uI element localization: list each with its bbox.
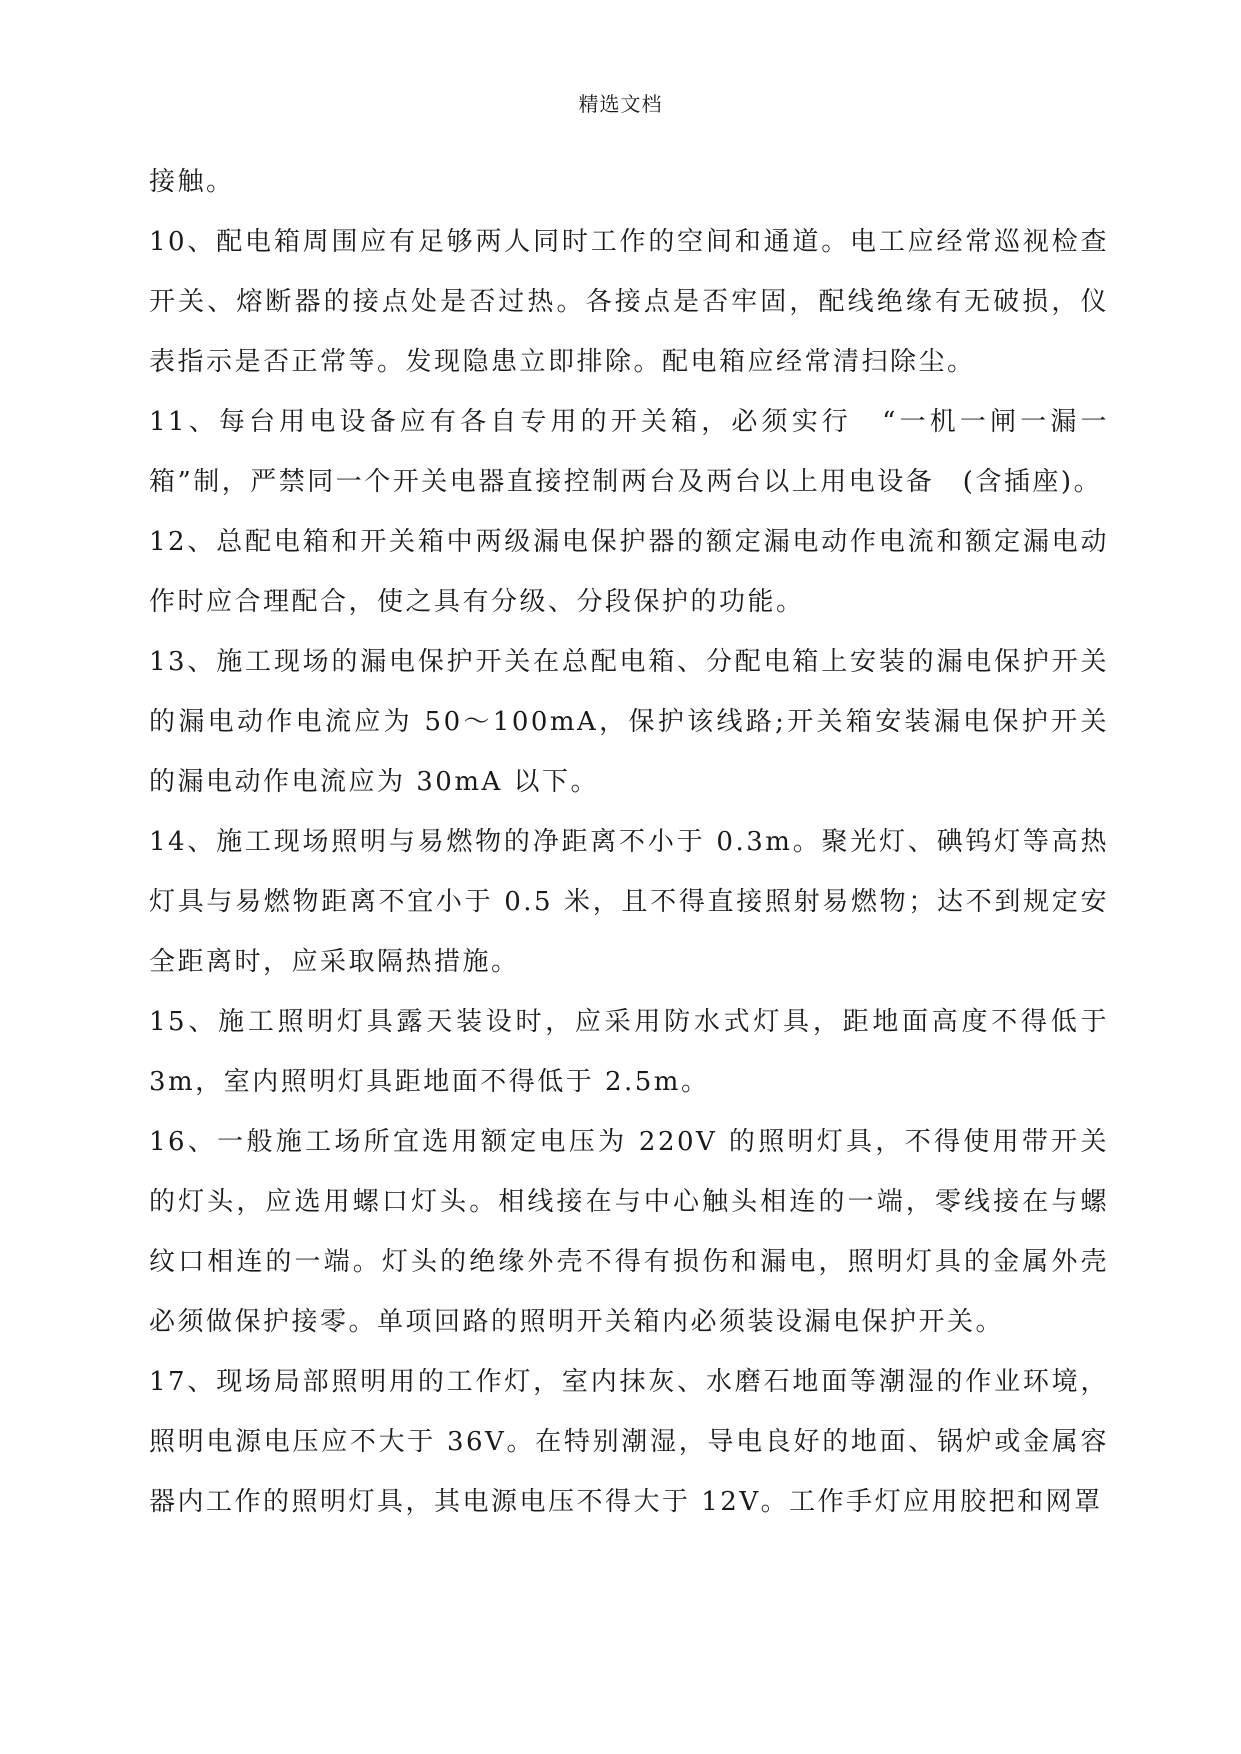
paragraph-item-17: 17、现场局部照明用的工作灯，室内抹灰、水磨石地面等潮湿的作业环境，照明电源电压应不大于 36V。在特别潮湿，导电良好的地面、锅炉或金属容器内工作的照明灯具，其电源电压不得大于 12V。工作手灯应用胶把和网罩 [149,1367,1109,1517]
paragraph-item-12: 12、总配电箱和开关箱中两级漏电保护器的额定漏电动作电流和额定漏电动作时应合理配合，使之具有分级、分段保护的功能。 [149,527,1109,617]
paragraph-item-10: 10、配电箱周围应有足够两人同时工作的空间和通道。电工应经常巡视检查开关、熔断器的接点处是否过热。各接点是否牢固，配线绝缘有无破损，仪表指示是否正常等。发现隐患立即排除。配电箱应经常清扫除尘。 [149,227,1109,377]
paragraph-continuation: 接触。 [149,167,235,197]
paragraph-item-16: 16、一般施工场所宜选用额定电压为 220V 的照明灯具，不得使用带开关的灯头，应选用螺口灯头。相线接在与中心触头相连的一端，零线接在与螺纹口相连的一端。灯头的绝缘外壳不得有损伤和漏电，照明灯具的金属外壳必须做保护接零。单项回路的照明开关箱内必须装设漏电保护开关。 [149,1127,1109,1337]
page-header: 精选文档 [578,92,663,116]
paragraph-item-15: 15、施工照明灯具露天装设时，应采用防水式灯具，距地面高度不得低于 3m，室内照明灯具距地面不得低于 2.5m。 [149,1007,1109,1097]
paragraph-item-13: 13、施工现场的漏电保护开关在总配电箱、分配电箱上安装的漏电保护开关的漏电动作电流应为 50～100mA，保护该线路;开关箱安装漏电保护开关的漏电动作电流应为 30mA 以下。 [149,647,1109,797]
paragraph-item-11: 11、每台用电设备应有各自专用的开关箱，必须实行 “一机一闸一漏一箱”制，严禁同一个开关电器直接控制两台及两台以上用电设备 (含插座)。 [149,407,1109,497]
document-body [149,152,1109,1532]
paragraph-item-14: 14、施工现场照明与易燃物的净距离不小于 0.3m。聚光灯、碘钨灯等高热灯具与易燃物距离不宜小于 0.5 米，且不得直接照射易燃物；达不到规定安全距离时，应采取隔热措施。 [149,827,1109,977]
